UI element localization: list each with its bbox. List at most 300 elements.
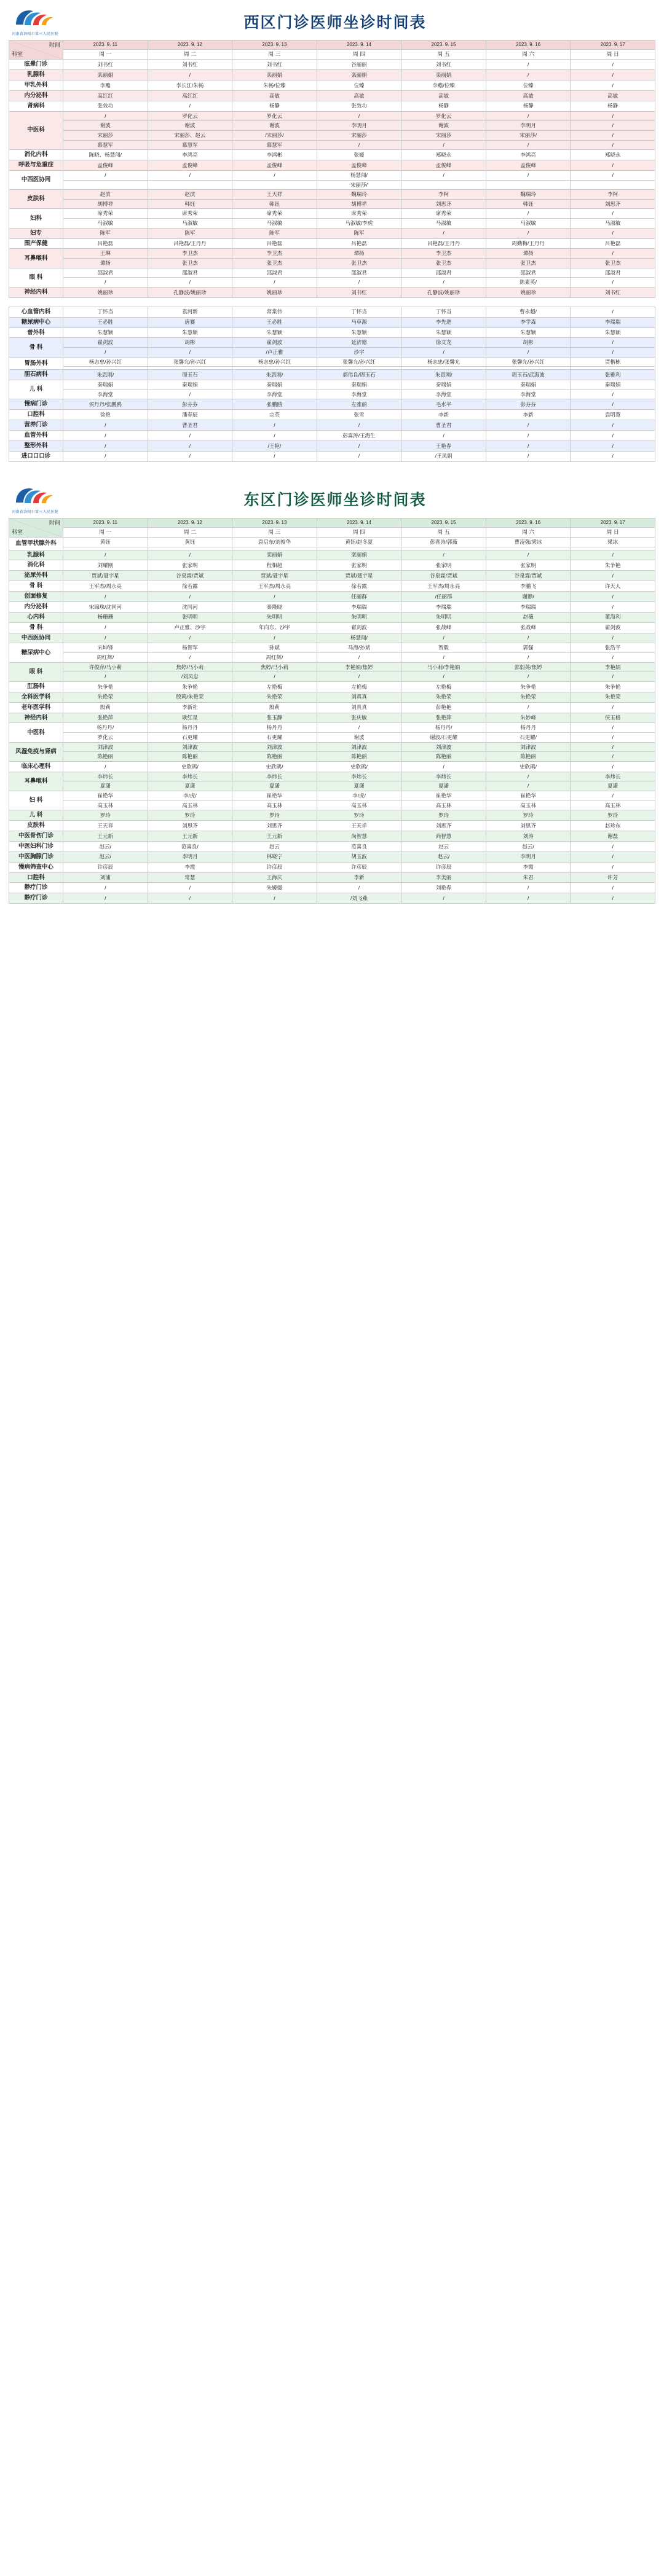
table-row xyxy=(9,410,655,420)
schedule-cell: 史欣鹃/ xyxy=(148,761,232,772)
schedule-cell: 宋丽莎 xyxy=(317,130,401,140)
dept-label: 全科医学科 xyxy=(9,692,63,702)
schedule-cell: 秦瑞娟 xyxy=(232,380,317,390)
schedule-cell: 吕艳磊 xyxy=(571,238,655,249)
table-row xyxy=(9,560,655,571)
schedule-cell: / xyxy=(486,772,571,781)
date-header: 2023. 9. 17 xyxy=(571,518,655,527)
schedule-cell: 马淑敏 xyxy=(148,219,232,229)
table-row xyxy=(9,612,655,622)
schedule-cell: 贾斌/聂宇星 xyxy=(232,571,317,581)
schedule-cell: / xyxy=(571,592,655,602)
schedule-cell: / xyxy=(232,278,317,288)
corner-time-label: 时间 xyxy=(49,519,60,526)
table-row xyxy=(9,622,655,633)
table-row xyxy=(9,150,655,160)
schedule-cell: 曹圣君 xyxy=(401,420,486,431)
schedule-cell: 孟俊峰 xyxy=(63,160,148,171)
schedule-cell: / xyxy=(486,111,571,121)
schedule-cell: / xyxy=(63,672,148,682)
schedule-cell: 王元新 xyxy=(148,831,232,842)
schedule-cell: 陈军 xyxy=(148,228,232,238)
table-row xyxy=(9,160,655,171)
schedule-cell: 范喜良 xyxy=(317,841,401,851)
schedule-cell: 刘真真 xyxy=(317,702,401,713)
schedule-cell: 吕艳磊/王丹丹 xyxy=(148,238,232,249)
schedule-cell: / xyxy=(571,390,655,399)
weekday-header: 周 五 xyxy=(401,527,486,537)
schedule-cell: 曹凌强/梁冰 xyxy=(486,537,571,547)
schedule-cell: 丁怀当 xyxy=(317,307,401,317)
schedule-cell: 周玉石 xyxy=(148,370,232,380)
schedule-cell: 李艳娟/焦婷 xyxy=(317,662,401,672)
table-row xyxy=(9,672,655,682)
schedule-cell: 李海堂 xyxy=(232,390,317,399)
schedule-cell: 袁启东/刘俊华 xyxy=(232,537,317,547)
corner-dept-label: 科室 xyxy=(12,528,23,535)
schedule-cell: / xyxy=(486,893,571,904)
table-row xyxy=(9,872,655,883)
schedule-cell: 王元新 xyxy=(232,831,317,842)
schedule-cell: 彭喜涛/郭薇 xyxy=(401,537,486,547)
schedule-cell: 朱恩刚/ xyxy=(232,370,317,380)
schedule-cell: 刘思齐 xyxy=(232,821,317,831)
dept-label: 临床心理科 xyxy=(9,761,63,772)
table-row xyxy=(9,723,655,733)
schedule-cell: 焦婷/马小莉 xyxy=(232,662,317,672)
schedule-cell: 丁怀当 xyxy=(63,307,148,317)
table-row xyxy=(9,338,655,348)
schedule-cell: 张卫杰 xyxy=(232,259,317,268)
schedule-cell: 谢波 xyxy=(63,121,148,131)
schedule-cell: / xyxy=(401,633,486,643)
east-title: 东区门诊医师坐诊时间表 xyxy=(243,491,427,509)
schedule-cell: 刘思齐 xyxy=(486,821,571,831)
schedule-cell: / xyxy=(571,399,655,410)
date-header: 2023. 9. 13 xyxy=(232,41,317,50)
schedule-cell: / xyxy=(148,278,232,288)
schedule-cell: 黄钰/赵冬夏 xyxy=(317,537,401,547)
schedule-cell: / xyxy=(486,550,571,560)
schedule-cell: / xyxy=(401,550,486,560)
schedule-cell: 谢波 xyxy=(317,733,401,743)
dept-label: 中西医协同 xyxy=(9,170,63,189)
schedule-cell: 王必胜 xyxy=(63,317,148,327)
schedule-cell: 刘思齐 xyxy=(401,199,486,209)
schedule-cell: 崔艳华 xyxy=(486,791,571,801)
schedule-cell: 赵云/ xyxy=(63,851,148,862)
schedule-cell: 席秀荣 xyxy=(317,209,401,219)
table-row xyxy=(9,420,655,431)
schedule-cell: 宋锦珠/沈同河 xyxy=(63,601,148,612)
logo-subtitle: 河南省洛阳市第三人民医院 xyxy=(12,33,58,36)
schedule-cell: 栾丽娟 xyxy=(232,70,317,80)
table-row xyxy=(9,791,655,801)
schedule-cell: / xyxy=(232,431,317,441)
schedule-cell: / xyxy=(63,170,148,180)
schedule-cell: 李炜长 xyxy=(63,772,148,781)
schedule-cell: 刘涛 xyxy=(486,831,571,842)
schedule-cell: 王天祥 xyxy=(63,821,148,831)
schedule-cell: 罗玲 xyxy=(401,810,486,821)
date-header: 2023. 9. 14 xyxy=(317,41,401,50)
schedule-cell: 李炜长 xyxy=(401,772,486,781)
schedule-cell: 吕艳磊 xyxy=(317,238,401,249)
schedule-cell: / xyxy=(63,622,148,633)
schedule-cell: 李柯 xyxy=(401,190,486,200)
schedule-cell: 吕艳磊 xyxy=(63,238,148,249)
schedule-cell: 邵淑君 xyxy=(401,268,486,278)
table-row xyxy=(9,268,655,278)
schedule-cell: 彭艳艳 xyxy=(401,702,486,713)
schedule-cell: 李艳娟 xyxy=(571,662,655,672)
schedule-cell: / xyxy=(571,160,655,171)
table-row xyxy=(9,810,655,821)
schedule-cell: 马淑敏 xyxy=(232,219,317,229)
schedule-cell: 王天祥 xyxy=(232,190,317,200)
date-header: 2023. 9. 13 xyxy=(232,518,317,527)
schedule-cell: 朱争艳 xyxy=(571,681,655,692)
schedule-cell: 谷泉霖/贾斌 xyxy=(148,571,232,581)
schedule-cell xyxy=(486,180,571,190)
schedule-cell: 左艳梅 xyxy=(317,681,401,692)
schedule-cell: 范喜良/ xyxy=(148,841,232,851)
schedule-cell: 朱艳荣 xyxy=(486,692,571,702)
weekday-header: 周 四 xyxy=(317,50,401,60)
schedule-cell: 袁明慧 xyxy=(571,410,655,420)
schedule-cell: / xyxy=(63,633,148,643)
schedule-cell: 朱艳荣 xyxy=(571,692,655,702)
schedule-cell: 高玉林 xyxy=(63,801,148,810)
dept-label: 眼 科 xyxy=(9,662,63,681)
schedule-cell: / xyxy=(401,672,486,682)
schedule-cell: / xyxy=(317,653,401,663)
schedule-cell: 刘思齐 xyxy=(571,199,655,209)
corner-cell xyxy=(9,41,63,60)
table-row xyxy=(9,170,655,180)
schedule-cell: 王琳 xyxy=(63,249,148,259)
schedule-cell: / xyxy=(571,431,655,441)
schedule-cell: 朱君 xyxy=(486,872,571,883)
schedule-cell: / xyxy=(148,101,232,111)
dept-label: 中医骨伤门诊 xyxy=(9,831,63,842)
dept-label: 眼 科 xyxy=(9,268,63,287)
schedule-cell: 林晓宁 xyxy=(232,851,317,862)
schedule-cell: / xyxy=(63,451,148,461)
dept-label: 神经内科 xyxy=(9,713,63,723)
schedule-cell: 赵云 xyxy=(232,841,317,851)
schedule-cell: 李明月 xyxy=(486,121,571,131)
schedule-cell: 刘书红 xyxy=(63,60,148,70)
schedule-cell: 赵云 xyxy=(401,841,486,851)
dept-label: 糖尿病中心 xyxy=(9,643,63,662)
dept-label: 消化内科 xyxy=(9,150,63,160)
schedule-cell: 慕慧军 xyxy=(232,140,317,150)
table-row xyxy=(9,140,655,150)
east-header xyxy=(0,478,664,518)
schedule-cell: / xyxy=(571,841,655,851)
schedule-cell: 朱慧颖 xyxy=(401,327,486,338)
schedule-cell: 陈素英/ xyxy=(486,278,571,288)
weekday-header: 周 三 xyxy=(232,527,317,537)
table-row xyxy=(9,571,655,581)
schedule-cell: 罗化云 xyxy=(401,111,486,121)
west-title: 西区门诊医师坐诊时间表 xyxy=(243,14,427,31)
date-header: 2023. 9. 12 xyxy=(148,41,232,50)
hospital-logo-east xyxy=(9,484,61,514)
schedule-cell: 杨志忠/张馨允 xyxy=(401,357,486,367)
dept-label: 中医科 xyxy=(9,111,63,150)
date-header: 2023. 9. 16 xyxy=(486,518,571,527)
weekday-header: 周 六 xyxy=(486,527,571,537)
schedule-cell xyxy=(232,180,317,190)
schedule-cell: 朱明明 xyxy=(232,612,317,622)
dept-label: 泌尿外科 xyxy=(9,571,63,581)
schedule-cell: 李炜长 xyxy=(148,772,232,781)
schedule-cell: 左雅丽 xyxy=(317,399,401,410)
schedule-cell: 朱艳荣 xyxy=(232,692,317,702)
schedule-cell: 郭弱英/焦婷 xyxy=(486,662,571,672)
table-row xyxy=(9,101,655,111)
schedule-cell: 贾斌/聂宇星 xyxy=(317,571,401,581)
schedule-cell: 谷丽丽 xyxy=(317,60,401,70)
schedule-cell: / xyxy=(401,653,486,663)
table-row xyxy=(9,851,655,862)
schedule-cell: 董海利 xyxy=(571,612,655,622)
schedule-cell: 刘津波 xyxy=(401,742,486,752)
schedule-cell: 胡彬 xyxy=(148,338,232,348)
schedule-cell: 夏潇 xyxy=(232,781,317,791)
table-row xyxy=(9,219,655,229)
schedule-cell: 刘书红 xyxy=(232,60,317,70)
schedule-cell: / xyxy=(486,70,571,80)
schedule-cell: / xyxy=(571,851,655,862)
schedule-cell: 杨丹丹 xyxy=(148,723,232,733)
schedule-cell: 李柯 xyxy=(571,190,655,200)
schedule-cell: / xyxy=(571,742,655,752)
schedule-cell: 韩钰 xyxy=(486,199,571,209)
schedule-cell: / xyxy=(401,170,486,180)
table-row xyxy=(9,893,655,904)
schedule-cell: / xyxy=(232,893,317,904)
dept-label: 骨 科 xyxy=(9,338,63,357)
schedule-cell: / xyxy=(63,348,148,358)
dept-label: 妇专 xyxy=(9,228,63,238)
schedule-cell: 孔静波/姚丽珍 xyxy=(401,287,486,297)
schedule-cell: 年向东、沙宇 xyxy=(232,622,317,633)
schedule-cell: 史欣鹃/ xyxy=(486,761,571,772)
schedule-cell: 刘津波 xyxy=(148,742,232,752)
schedule-cell: 许彦辰 xyxy=(401,862,486,872)
schedule-cell: 魏瑞玲 xyxy=(317,190,401,200)
schedule-cell: 高玉林 xyxy=(148,801,232,810)
schedule-cell: 刘思齐 xyxy=(401,821,486,831)
schedule-cell: 陈艳丽 xyxy=(401,752,486,762)
schedule-cell: 胡博祥 xyxy=(63,199,148,209)
schedule-cell: 高玉林 xyxy=(571,801,655,810)
schedule-cell xyxy=(63,180,148,190)
dept-label: 静疗门诊 xyxy=(9,883,63,893)
schedule-cell: / xyxy=(571,733,655,743)
east-schedule-body xyxy=(9,537,655,903)
schedule-cell: 李/虎/ xyxy=(148,791,232,801)
schedule-cell: 张卫杰 xyxy=(148,259,232,268)
schedule-cell: 彭芬芬 xyxy=(148,399,232,410)
schedule-cell: / xyxy=(571,307,655,317)
schedule-cell: / xyxy=(401,228,486,238)
schedule-cell: / xyxy=(571,209,655,219)
schedule-cell: 毛水平 xyxy=(401,399,486,410)
schedule-cell: 赵云/ xyxy=(63,841,148,851)
table-row xyxy=(9,601,655,612)
schedule-cell: 朱争艳 xyxy=(63,681,148,692)
schedule-cell: 孟俊峰 xyxy=(486,160,571,171)
schedule-cell: 陈艳丽 xyxy=(148,752,232,762)
schedule-cell: 罗化云 xyxy=(232,111,317,121)
table-row xyxy=(9,451,655,461)
schedule-cell: / xyxy=(148,653,232,663)
schedule-cell: / xyxy=(232,633,317,643)
schedule-cell: 夏潇 xyxy=(571,781,655,791)
schedule-cell: / xyxy=(148,390,232,399)
schedule-cell: 曹圣君 xyxy=(148,420,232,431)
table-row xyxy=(9,287,655,297)
table-row xyxy=(9,831,655,842)
schedule-cell: / xyxy=(401,140,486,150)
schedule-cell: 杨志忠/孙兴红 xyxy=(63,357,148,367)
schedule-cell: 马淑敏 xyxy=(486,219,571,229)
schedule-cell: / xyxy=(486,431,571,441)
logo-mark xyxy=(12,484,58,507)
dept-label: 营养门诊 xyxy=(9,420,63,431)
schedule-cell: 王天祥 xyxy=(317,821,401,831)
west-weekday-header-row xyxy=(9,50,655,60)
schedule-cell: 栾丽娟 xyxy=(401,70,486,80)
schedule-cell: 李新社 xyxy=(148,702,232,713)
schedule-cell: 夏潇 xyxy=(63,781,148,791)
schedule-cell: 潘春辰 xyxy=(148,410,232,420)
schedule-cell: 杨慧闯/ xyxy=(317,633,401,643)
schedule-cell: 杨丹丹/ xyxy=(63,723,148,733)
schedule-cell: 沈同河 xyxy=(148,601,232,612)
weekday-header: 周 二 xyxy=(148,50,232,60)
schedule-cell: / xyxy=(148,883,232,893)
schedule-cell: 郝伟良/周玉石 xyxy=(317,370,401,380)
schedule-cell: 秦瑞娟 xyxy=(486,380,571,390)
schedule-cell: 位臻 xyxy=(486,80,571,91)
schedule-cell: 朱慧颖 xyxy=(63,327,148,338)
schedule-cell: 高敏 xyxy=(571,90,655,101)
schedule-cell: / xyxy=(401,761,486,772)
schedule-cell: 张鹏鸥 xyxy=(232,399,317,410)
table-row xyxy=(9,111,655,121)
schedule-cell: 左艳梅 xyxy=(401,681,486,692)
schedule-cell: / xyxy=(148,550,232,560)
schedule-cell: 李海堂 xyxy=(63,390,148,399)
schedule-cell: 刘浦 xyxy=(63,872,148,883)
schedule-cell: / xyxy=(571,550,655,560)
schedule-cell: 陈艳丽 xyxy=(317,752,401,762)
schedule-cell: 孙斌 xyxy=(232,643,317,653)
schedule-cell: 张媛 xyxy=(317,150,401,160)
date-header: 2023. 9. 12 xyxy=(148,518,232,527)
schedule-cell: 周红辉/ xyxy=(63,653,148,663)
schedule-cell: 高红红 xyxy=(63,90,148,101)
schedule-cell: 秦瑞娟 xyxy=(317,380,401,390)
schedule-cell: 胡博祥 xyxy=(317,199,401,209)
dept-label: 风湿免疫与肾病 xyxy=(9,742,63,761)
schedule-cell: 任丽群 xyxy=(317,592,401,602)
schedule-cell: 马草源 xyxy=(317,317,401,327)
schedule-cell: 杨慧闯/ xyxy=(317,170,401,180)
schedule-cell: / xyxy=(148,451,232,461)
schedule-cell: 郑晓永 xyxy=(571,150,655,160)
schedule-cell: 韩钰 xyxy=(232,199,317,209)
schedule-cell: 崔艳华 xyxy=(232,791,317,801)
dept-label: 老年医学科 xyxy=(9,702,63,713)
schedule-cell: 张家明 xyxy=(486,560,571,571)
date-header: 2023. 9. 11 xyxy=(63,518,148,527)
schedule-cell: 朱慧颖 xyxy=(486,327,571,338)
schedule-cell: 杨静 xyxy=(486,101,571,111)
schedule-cell: / xyxy=(571,420,655,431)
schedule-cell: / xyxy=(63,431,148,441)
table-row xyxy=(9,121,655,131)
schedule-cell: 耿红星 xyxy=(148,713,232,723)
corner-cell xyxy=(9,518,63,537)
schedule-cell: 栾丽娟 xyxy=(232,550,317,560)
schedule-cell: 赵薇 xyxy=(486,612,571,622)
sheet-gap xyxy=(0,462,664,478)
schedule-cell: 宋丽莎、赵云 xyxy=(148,130,232,140)
schedule-cell: 赵滨 xyxy=(148,190,232,200)
schedule-cell: / xyxy=(232,420,317,431)
east-date-header-row xyxy=(9,518,655,527)
dept-label: 血管外科 xyxy=(9,431,63,441)
table-row xyxy=(9,643,655,653)
schedule-cell: 李鸿亮 xyxy=(148,150,232,160)
schedule-cell: / xyxy=(317,723,401,733)
schedule-cell: 李卫杰 xyxy=(148,249,232,259)
dept-label: 乳腺科 xyxy=(9,550,63,560)
schedule-cell: 史欣鹃/ xyxy=(317,761,401,772)
schedule-cell: 许彦辰 xyxy=(317,862,401,872)
dept-label: 肛肠科 xyxy=(9,681,63,692)
table-row xyxy=(9,80,655,91)
schedule-cell: 刘真真 xyxy=(317,692,401,702)
schedule-cell: 朱慧颖 xyxy=(317,327,401,338)
schedule-cell: 李学森 xyxy=(486,317,571,327)
table-row xyxy=(9,190,655,200)
schedule-cell: 谢波 xyxy=(401,121,486,131)
schedule-cell: 邵淑君 xyxy=(317,268,401,278)
schedule-cell: 席秀荣 xyxy=(148,209,232,219)
dept-label: 神经内科 xyxy=(9,287,63,297)
west-date-header-row xyxy=(9,41,655,50)
schedule-cell: 史欣鹃/ xyxy=(232,761,317,772)
schedule-cell: /王凤娟 xyxy=(401,451,486,461)
schedule-cell: 邵淑君 xyxy=(148,268,232,278)
schedule-cell: 翟剑波 xyxy=(63,338,148,348)
schedule-cell: 李霞 xyxy=(148,862,232,872)
schedule-cell: 邵淑君 xyxy=(232,268,317,278)
schedule-cell: / xyxy=(486,228,571,238)
schedule-cell: 侯玉格 xyxy=(571,713,655,723)
schedule-cell: 朱争艳 xyxy=(486,681,571,692)
schedule-cell: 姚丽珍 xyxy=(232,287,317,297)
schedule-cell: 王必胜 xyxy=(232,317,317,327)
schedule-cell: / xyxy=(148,440,232,451)
